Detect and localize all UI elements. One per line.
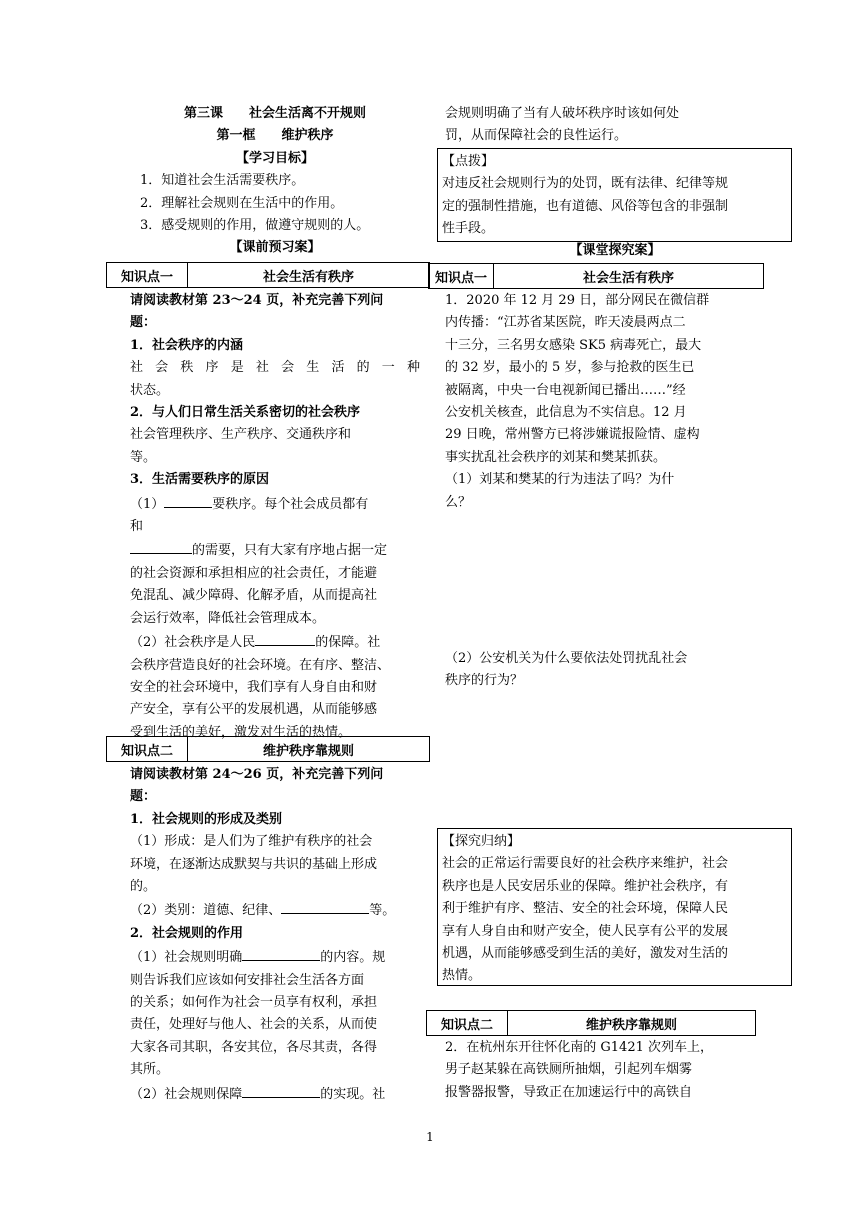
right-column-top [445,103,785,148]
kp2-intro: 题： [130,789,157,805]
s3-p2: 产安全，享有公平的发展机遇，从而能够感 [130,702,378,718]
knowledge-point-2-left [106,736,430,762]
case1-text: 的 32 岁，最小的 5 岁，参与抢救的医生已 [445,360,695,376]
s3-p1: 的社会资源和承担相应的社会责任，才能避 [130,565,378,581]
s2-title: 2．与人们日常生活关系密切的社会秩序 [130,405,361,421]
case1-text: 29 日晚，常州警方已将涉嫌谎报险情、虚构 [445,427,700,443]
left-column-body-2 [130,764,420,1106]
right-column-case2 [445,1037,785,1104]
text: （2）类别：道德、纪律、 [130,903,282,919]
kp1-intro: 请阅读教材第 23～24 页，补充完善下列问 [130,293,384,308]
summary-box [437,828,792,986]
s3-title: 3．生活需要秩序的原因 [130,472,270,488]
case1-text: 十三分，三名男女感染 SK5 病毒死亡，最大 [445,337,702,353]
s3-p2: 受到生活的美好，激发对生活的热情。 [130,724,352,740]
case2-text: 2．在杭州东开往怀化南的 G1421 次列车上， [445,1040,714,1055]
goal-item: 1．知道社会生活需要秩序。 [140,173,305,189]
case1-text: 公安机关核查，此信息为不实信息。12 月 [445,405,687,421]
lesson-title: 第三课 社会生活离不开规则 [183,106,366,121]
summary-text: 享有人身自由和财产安全，使人民享有公平的发展 [442,923,729,939]
class-header: 【课堂探究案】 [569,243,661,258]
tip-text: 定的强制性措施，也有道德、风俗等包含的非强制 [442,198,729,214]
left-column [130,103,420,260]
kp-number: 知识点二 [427,1011,508,1035]
fill-blank[interactable] [242,945,320,961]
fill-blank[interactable] [130,538,192,554]
goals-header: 【学习目标】 [235,150,314,166]
tip-box [437,148,792,242]
summary-text: 利于维护有序、整洁、安全的社会环境，保障人民 [442,901,729,917]
s3-p1: 和 [130,519,144,535]
summary-text: 机遇，从而能够感受到生活的美好，激发对生活的 [442,946,729,962]
question-1: 么？ [445,494,472,510]
r2-p1: 则告诉我们应该如何安排社会生活各方面 [130,972,365,988]
s3-p2 [130,630,420,654]
text: （1） [130,496,165,512]
summary-text: 热情。 [442,968,482,984]
continued-text: 罚，从而保障社会的良性运行。 [445,128,628,144]
case1-text: 事实扰乱社会秩序的刘某和樊某抓获。 [445,449,667,465]
text: （2）社会秩序是人民 [130,635,256,651]
r2-p1: 大家各司其职，各安其位，各尽其责，各得 [130,1039,378,1055]
r2-p1: 责任，处理好与他人、社会的关系，从而使 [130,1017,378,1033]
kp1-intro: 题： [130,315,157,331]
s1-text: 社 会 秩 序 是 社 会 生 活 的 一 种 [130,360,420,376]
r1-text: （1）形成：是人们为了维护有秩序的社会 [130,834,373,850]
case1-text: 内传播：“江苏省某医院，昨天凌晨两点二 [445,315,686,331]
knowledge-point-2-right [426,1010,756,1036]
r2-p1 [130,945,420,969]
case1-text: 1．2020 年 12 月 29 日，部分网民在微信群 [445,293,710,308]
fill-blank[interactable] [281,898,369,914]
page-number: 1 [426,1130,434,1144]
kp-number: 知识点一 [107,263,188,287]
fill-blank[interactable] [242,1082,320,1098]
fill-blank[interactable] [255,630,315,646]
summary-text: 社会的正常运行需要良好的社会秩序来维护，社会 [442,856,729,872]
s2-text: 等。 [130,449,157,465]
s3-p1: 会运行效率，降低社会管理成本。 [130,610,326,626]
text: 要秩序。每个社会成员都有 [212,496,369,512]
left-column-body-1 [130,290,420,744]
continued-text: 会规则明确了当有人破坏秩序时该如何处 [445,106,680,121]
goal-item: 2．理解社会规则在生活中的作用。 [140,195,344,211]
tip-text: 对违反社会规则行为的处罚，既有法律、纪律等规 [442,176,729,192]
r1-text: 环境，在逐渐达成默契与共识的基础上形成 [130,856,378,872]
question-2: 秩序的行为？ [445,673,524,689]
tip-header: 【点拨】 [442,154,495,169]
text: 的实现。社 [320,1086,386,1102]
r2-p2 [130,1082,420,1106]
r1-text: 的。 [130,879,157,895]
r2-p1: 的关系；如何作为社会一员享有权利，承担 [130,995,378,1011]
text: （2）社会规则保障 [130,1086,243,1102]
r2-p1: 其所。 [130,1062,170,1078]
s1-text: 状态。 [130,382,170,398]
summary-text: 秩序也是人民安居乐业的保障。维护社会秩序，有 [442,878,729,894]
right-column-case1 [445,290,785,514]
text: 的需要，只有大家有序地占据一定 [192,543,388,559]
kp-title: 社会生活有秩序 [262,269,354,285]
preview-header: 【课前预习案】 [229,240,321,256]
summary-header: 【探究归纳】 [442,834,521,849]
text: 等。 [369,903,396,919]
fill-blank[interactable] [164,492,212,508]
s3-p1: 免混乱、减少障碍、化解矛盾，从而提高社 [130,588,378,604]
r1-types [130,898,420,922]
question-2: （2）公安机关为什么要依法处罚扰乱社会 [445,651,688,666]
kp-title: 维护秩序靠规则 [585,1017,677,1033]
r1-title: 1．社会规则的形成及类别 [130,811,283,827]
s3-p1 [130,538,420,562]
section-title: 第一框 维护秩序 [216,128,334,144]
text: 的内容。规 [320,950,386,966]
r2-title: 2．社会规则的作用 [130,925,244,941]
s3-p2: 安全的社会环境中，我们享有人身自由和财 [130,679,378,695]
right-column-q2 [445,648,785,693]
knowledge-point-1-right [428,263,764,289]
s3-p2: 会秩序营造良好的社会环境。在有序、整洁、 [130,657,391,673]
kp-number: 知识点一 [429,264,494,288]
question-1: （1）刘某和樊某的行为违法了吗？为什 [445,472,675,488]
tip-text: 性手段。 [442,221,495,237]
case1-text: 被隔离，中央一台电视新闻已播出……”经 [445,382,686,398]
knowledge-point-1-left [106,262,430,288]
goal-item: 3．感受规则的作用，做遵守规则的人。 [140,218,370,234]
s1-title: 1．社会秩序的内涵 [130,337,244,353]
s2-text: 社会管理秩序、生产秩序、交通秩序和 [130,427,352,443]
kp2-intro: 请阅读教材第 24～26 页，补充完善下列问 [130,767,384,782]
kp-title: 维护秩序靠规则 [262,743,354,759]
case2-text: 男子赵某躲在高铁厕所抽烟，引起列车烟雾 [445,1062,693,1078]
s3-p1 [130,492,420,516]
text: （1）社会规则明确 [130,950,243,966]
text: 的保障。社 [315,635,381,651]
kp-title: 社会生活有秩序 [582,270,674,286]
case2-text: 报警器报警，导致正在加速运行中的高铁自 [445,1084,693,1100]
kp-number: 知识点二 [107,737,188,761]
